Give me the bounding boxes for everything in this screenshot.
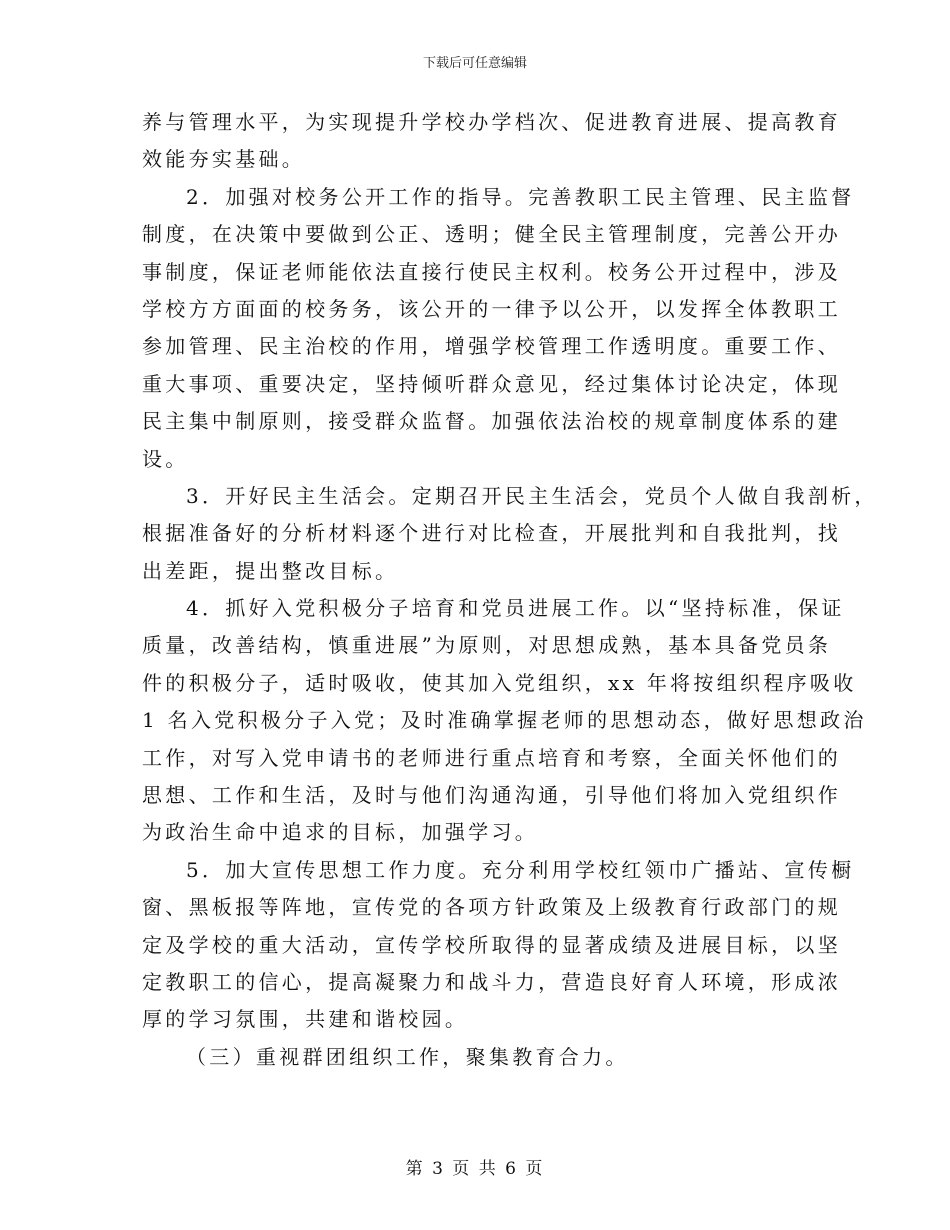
text-line: 事制度，保证老师能依法直接行使民主权利。校务公开过程中，涉及 [142, 259, 841, 284]
text-line: 2．加强对校务公开工作的指导。完善教职工民主管理、民主监督 [186, 184, 855, 209]
text-line: 定教职工的信心，提高凝聚力和战斗力，营造良好育人环境，形成浓 [142, 969, 841, 994]
text-line: 工作，对写入党申请书的老师进行重点培育和考察，全面关怀他们的 [142, 745, 841, 770]
text-line: 学校方方面面的校务务，该公开的一律予以公开，以发挥全体教职工 [142, 296, 841, 321]
text-line: 出差距，提出整改目标。 [142, 558, 399, 583]
text-line: 民主集中制原则，接受群众监督。加强依法治校的规章制度体系的建 [142, 409, 841, 434]
text-line: （三）重视群团组织工作，聚集教育合力。 [186, 1044, 629, 1069]
text-line: 件的积极分子，适时吸收，使其加入党组织，xx 年将按组织程序吸收 [142, 670, 857, 695]
text-line: 根据准备好的分析材料逐个进行对比检查，开展批判和自我批判，找 [142, 521, 841, 546]
page-footer: 第 3 页 共 6 页 [405, 1159, 545, 1179]
text-line: 为政治生命中追求的目标，加强学习。 [142, 820, 539, 845]
text-line: 厚的学习氛围，共建和谐校园。 [142, 1007, 469, 1032]
document-body [142, 104, 878, 1076]
text-line: 5．加大宣传思想工作力度。充分利用学校红领巾广播站、宣传橱 [186, 857, 855, 882]
text-line: 养与管理水平，为实现提升学校办学档次、促进教育进展、提高教育 [142, 110, 841, 134]
text-line: 4．抓好入党积极分子培育和党员进展工作。以“坚持标准，保证 [186, 596, 845, 621]
text-line: 思想、工作和生活，及时与他们沟通沟通，引导他们将加入党组织作 [142, 783, 841, 808]
page-header: 下载后可任意编辑 [422, 56, 527, 71]
text-line: 窗、黑板报等阵地，宣传党的各项方针政策及上级教育行政部门的规 [142, 895, 841, 920]
text-line: 制度，在决策中要做到公正、透明；健全民主管理制度，完善公开办 [142, 222, 841, 247]
text-line: 质量，改善结构，慎重进展”为原则，对思想成熟，基本具备党员条 [142, 633, 832, 658]
text-line: 效能夯实基础。 [142, 147, 306, 172]
text-line: 定及学校的重大活动，宣传学校所取得的显著成绩及进展目标，以坚 [142, 932, 841, 957]
text-line: 参加管理、民主治校的作用，增强学校管理工作透明度。重要工作、 [142, 334, 841, 359]
text-line: 3．开好民主生活会。定期召开民主生活会，党员个人做自我剖析， [186, 483, 878, 508]
text-line: 重大事项、重要决定，坚持倾听群众意见，经过集体讨论决定，体现 [142, 371, 841, 396]
text-line: 1 名入党积极分子入党；及时准确掌握老师的思想动态，做好思想政治 [142, 708, 867, 733]
text-line: 设。 [142, 446, 189, 471]
